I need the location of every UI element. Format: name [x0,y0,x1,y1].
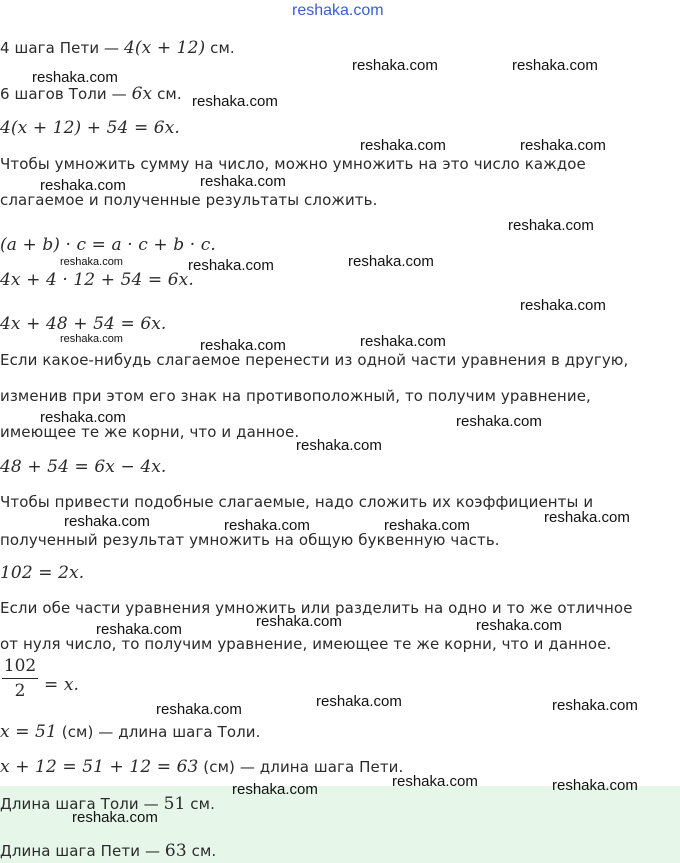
watermark: reshaka.com [40,409,126,426]
text-segment: имеющее те же корни, что и данное. [0,423,300,441]
watermark: reshaka.com [360,333,446,350]
watermark: reshaka.com [96,621,182,638]
watermark: reshaka.com [200,337,286,354]
fraction-denominator: 2 [14,681,26,701]
watermark: reshaka.com [352,57,438,74]
text-segment: 4 шага Пети — [0,39,124,57]
text-segment: Чтобы умножить сумму на число, можно умножить на это число каждое [0,155,586,173]
math-expression: 6x [131,84,153,104]
fraction-tail: = x. [44,675,80,695]
math-expression: 4x + 48 + 54 = 6x. [0,314,167,334]
math-expression: 4(x + 12) [124,38,206,58]
text-segment: см. [152,85,182,103]
math-expression: 102 = 2x. [0,563,85,583]
math-expression: x + 12 = 51 + 12 = 63 [0,757,199,777]
watermark: reshaka.com [40,177,126,194]
text-segment: слагаемое и полученные результаты сложить. [0,191,378,209]
math-expression: 4x + 4 · 12 + 54 = 6x. [0,270,194,290]
watermark: reshaka.com [316,693,402,710]
watermark: reshaka.com [200,173,286,190]
fraction-bar [2,678,38,679]
fraction-102-over-2 [2,656,38,701]
text-segment: 6 шагов Толи — [0,85,132,103]
line-l1 [0,38,235,58]
watermark: reshaka.com [456,413,542,430]
watermark: reshaka.com [392,773,478,790]
watermark: reshaka.com [512,57,598,74]
math-expression: (a + b) · c = a · c + b · c. [0,235,216,255]
line-l6 [0,235,216,255]
text-segment: Чтобы привести подобные слагаемые, надо сложить их коэффициенты и [0,493,594,511]
text-segment: см. [186,842,217,860]
watermark: reshaka.com [156,701,242,718]
text-segment: Длина шага Пети — [0,842,165,860]
line-l7 [0,270,194,290]
line-l20 [0,757,403,777]
watermark: reshaka.com [552,697,638,714]
text-segment: от нуля число, то получим уравнение, имеющее те же корни, что и данное. [0,635,612,653]
math-expression: 51 [163,794,186,814]
watermark: reshaka.com [544,509,630,526]
watermark: reshaka.com [360,137,446,154]
answer-petya [0,841,216,861]
math-expression: 63 [164,841,187,861]
watermark: reshaka.com [476,617,562,634]
line-l13 [0,493,593,511]
watermark: reshaka.com [552,777,638,794]
watermark: reshaka.com [520,297,606,314]
math-expression: 48 + 54 = 6x − 4x. [0,457,167,477]
line-l4 [0,155,586,173]
watermark: reshaka.com [296,437,382,454]
text-segment: Длина шага Толи — [0,795,164,813]
text-segment: (см) — длина шага Толи. [56,723,261,741]
line-l19 [0,722,261,742]
watermark: reshaka.com [520,137,606,154]
line-l8 [0,314,166,334]
site-header-watermark: reshaka.com [292,2,384,19]
math-expression: x = 51 [0,722,57,742]
watermark: reshaka.com [32,69,118,86]
watermark: reshaka.com [256,613,342,630]
watermark: reshaka.com [60,333,123,345]
line-l12 [0,457,166,477]
fraction-numerator: 102 [3,656,37,676]
watermark: reshaka.com [508,217,594,234]
watermark: reshaka.com [192,93,278,110]
watermark: reshaka.com [232,781,318,798]
watermark: reshaka.com [60,256,123,268]
text-segment: см. [185,795,215,813]
watermark: reshaka.com [224,517,310,534]
text-segment: Если какое-нибудь слагаемое перенести из одной части уравнения в другую, [0,351,629,369]
line-l17 [0,635,611,653]
text-segment: Если обе части уравнения умножить или разделить на одно и то же отличное [0,599,633,617]
line-l3 [0,118,180,138]
watermark: reshaka.com [348,253,434,270]
text-segment: см. [205,39,235,57]
line-l15 [0,563,84,583]
line-l10 [0,387,591,405]
watermark: reshaka.com [72,809,158,826]
watermark: reshaka.com [188,257,274,274]
watermark: reshaka.com [64,513,150,530]
line-l2 [0,84,182,104]
line-l9 [0,351,628,369]
text-segment: (см) — длина шага Пети. [198,758,404,776]
text-segment: изменив при этом его знак на противоположный, то получим уравнение, [0,387,591,405]
watermark: reshaka.com [384,517,470,534]
math-expression: 4(x + 12) + 54 = 6x. [0,118,180,138]
text-segment: полученный результат умножить на общую буквенную часть. [0,531,500,549]
